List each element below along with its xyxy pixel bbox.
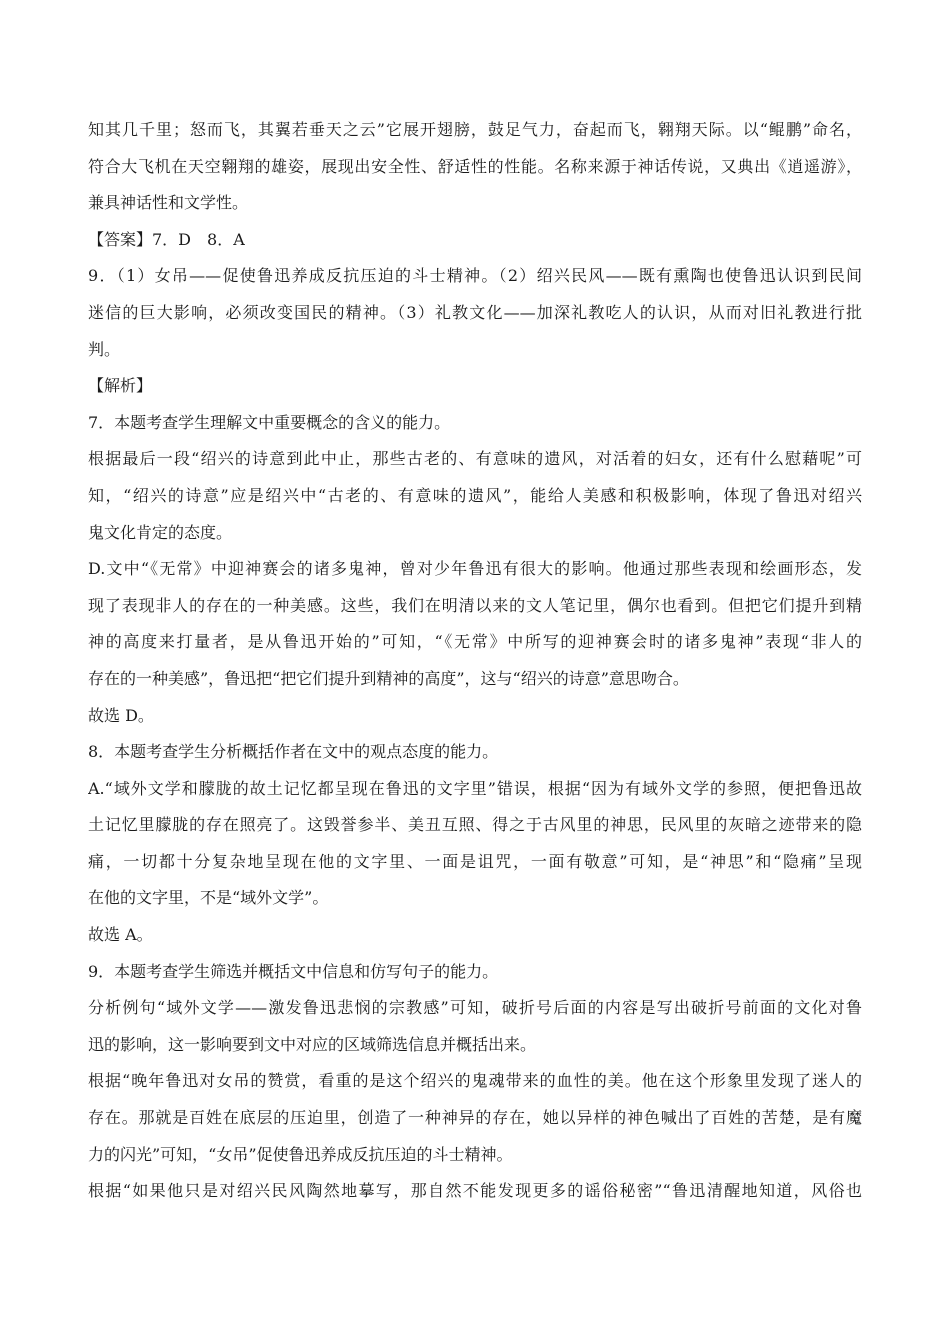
- text-line: 存在。那就是百姓在底层的压迫里，创造了一种神异的存在，她以异样的神色喊出了百姓的苦楚，是有魔: [88, 1108, 862, 1128]
- text-line: 符合大飞机在天空翱翔的雄姿，展现出安全性、舒适性的性能。名称来源于神话传说，又典出《逍遥游》，: [88, 156, 862, 176]
- text-line: 7．本题考查学生理解文中重要概念的含义的能力。: [88, 412, 451, 432]
- text-line: 痛，一切都十分复杂地呈现在他的文字里、一面是诅咒，一面有敬意”可知，是“神思”和“隐痛”呈现: [88, 851, 862, 871]
- text-line: 故选 A。: [88, 925, 153, 945]
- text-line: 兼具神话性和文学性。: [88, 193, 249, 213]
- text-line: 根据“晚年鲁迅对女吊的赞赏，看重的是这个绍兴的鬼魂带来的血性的美。他在这个形象里发现了迷人的: [88, 1071, 862, 1091]
- text-line: 8．本题考查学生分析概括作者在文中的观点态度的能力。: [88, 742, 499, 762]
- text-line: 迷信的巨大影响，必须改变国民的精神。（3）礼教文化——加深礼教吃人的认识，从而对旧礼教进行批: [88, 302, 862, 322]
- text-line: 根据“如果他只是对绍兴民风陶然地摹写，那自然不能发现更多的谣俗秘密”“鲁迅清醒地知道，风俗也: [88, 1181, 862, 1201]
- text-line: 故选 D。: [88, 705, 154, 725]
- text-line: 现了表现非人的存在的一种美感。这些，我们在明清以来的文人笔记里，偶尔也看到。但把它们提升到精: [88, 595, 862, 615]
- text-line: 力的闪光”可知，“女吊”促使鲁迅养成反抗压迫的斗士精神。: [88, 1144, 513, 1164]
- text-line: D.文中“《无常》中迎神赛会的诸多鬼神，曾对少年鲁迅有很大的影响。他通过那些表现和绘画形态，发: [88, 559, 862, 579]
- text-line: 土记忆里朦胧的存在照亮了。这毁誉参半、美丑互照、得之于古风里的神思，民风里的灰暗之迹带来的隐: [88, 815, 862, 835]
- text-line: 迅的影响，这一影响要到文中对应的区域筛选信息并概括出来。: [88, 1034, 537, 1054]
- text-line: 【解析】: [88, 376, 153, 396]
- text-line: A.“域外文学和朦胧的故土记忆都呈现在鲁迅的文字里”错误，根据“因为有域外文学的参照，便把鲁迅故: [88, 778, 862, 798]
- text-line: 9．（1）女吊——促使鲁迅养成反抗压迫的斗士精神。（2）绍兴民风——既有熏陶也使鲁迅认识到民间: [88, 266, 862, 286]
- text-line: 在他的文字里，不是“域外文学”。: [88, 888, 329, 908]
- text-line: 判。: [88, 339, 121, 359]
- document-body: [88, 112, 862, 1210]
- text-line: 鬼文化肯定的态度。: [88, 522, 233, 542]
- text-line: 9．本题考查学生筛选并概括文中信息和仿写句子的能力。: [88, 961, 499, 981]
- text-line: 知，“绍兴的诗意”应是绍兴中“古老的、有意味的遗风”，能给人美感和积极影响，体现了鲁迅对绍兴: [88, 485, 862, 505]
- text-line: 知其几千里；怒而飞，其翼若垂天之云”它展开翅膀，鼓足气力，奋起而飞，翱翔天际。以“鲲鹏”命名，: [88, 120, 862, 139]
- text-line: 存在的一种美感”，鲁迅把“把它们提升到精神的高度”，这与“绍兴的诗意”意思吻合。: [88, 668, 689, 688]
- text-line: 【答案】7．D 8．A: [88, 229, 245, 249]
- text-line: 神的高度来打量者，是从鲁迅开始的”可知，“《无常》中所写的迎神赛会时的诸多鬼神”表现“非人的: [88, 632, 862, 652]
- text-line: 分析例句“域外文学——激发鲁迅悲悯的宗教感”可知，破折号后面的内容是写出破折号前面的文化对鲁: [88, 998, 862, 1018]
- text-line: 根据最后一段“绍兴的诗意到此中止，那些古老的、有意味的遗风，对活着的妇女，还有什么慰藉呢”可: [88, 449, 862, 469]
